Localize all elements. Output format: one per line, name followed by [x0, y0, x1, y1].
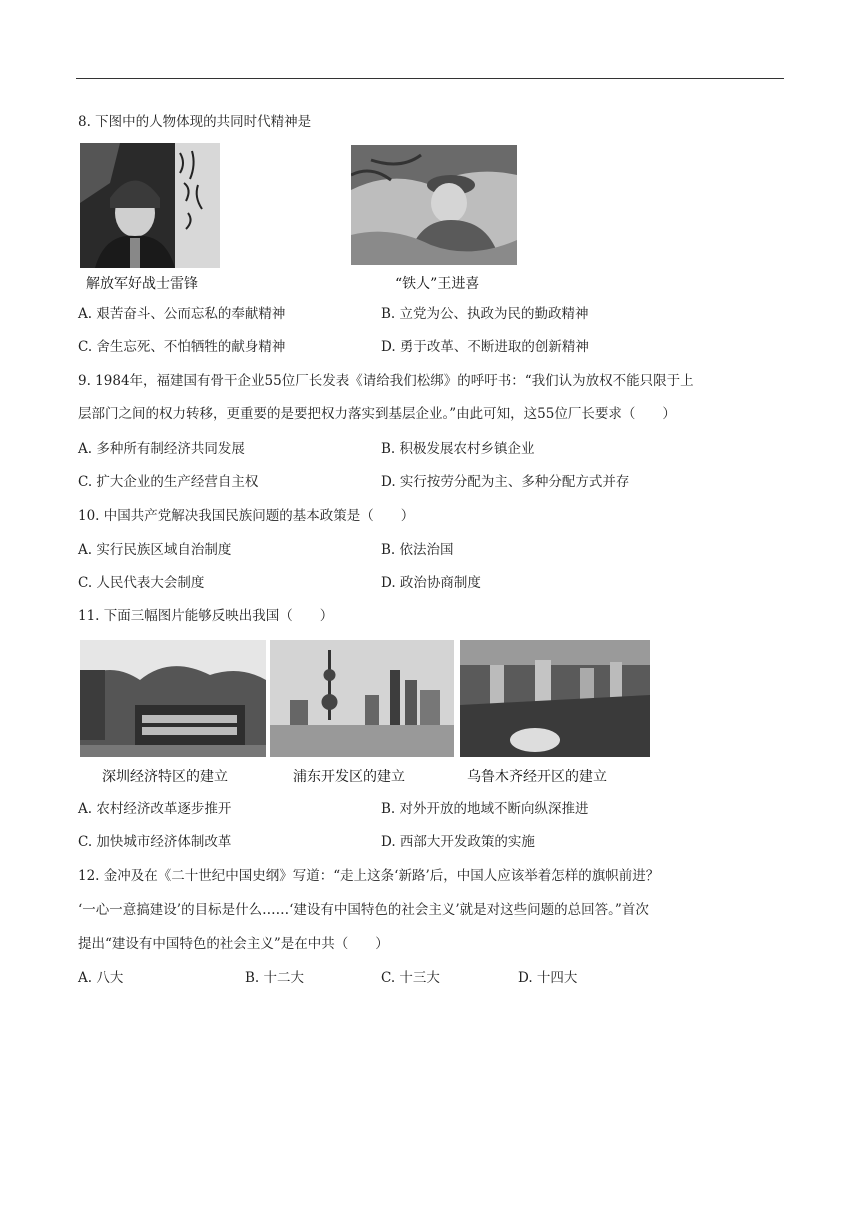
q10-stem: 10. 中国共产党解决我国民族问题的基本政策是（ ）	[78, 508, 415, 524]
q8-option-c[interactable]: C. 舍生忘死、不怕牺牲的献身精神	[78, 339, 286, 355]
q9-stem-line-1: 9. 1984年，福建国有骨干企业55位厂长发表《请给我们松绑》的呼吁书：“我们认为放权不能只限于上	[78, 373, 694, 389]
q12-option-b[interactable]: B. 十二大	[245, 970, 305, 986]
q10-option-d[interactable]: D. 政治协商制度	[381, 575, 481, 591]
q12-option-c[interactable]: C. 十三大	[381, 970, 440, 986]
q11-option-a[interactable]: A. 农村经济改革逐步推开	[78, 801, 232, 817]
q9-option-c[interactable]: C. 扩大企业的生产经营自主权	[78, 474, 259, 490]
shenzhen-photo	[80, 640, 266, 757]
q11-caption-1: 深圳经济特区的建立	[102, 769, 228, 785]
q10-option-b[interactable]: B. 依法治国	[381, 542, 454, 558]
q8-option-b[interactable]: B. 立党为公、执政为民的勤政精神	[381, 306, 589, 322]
q8-stem: 8. 下图中的人物体现的共同时代精神是	[78, 114, 312, 130]
q9-option-a[interactable]: A. 多种所有制经济共同发展	[78, 441, 245, 457]
q11-stem: 11. 下面三幅图片能够反映出我国（ ）	[78, 608, 334, 624]
q8-caption-1: 解放军好战士雷锋	[86, 276, 198, 292]
q11-caption-2: 浦东开发区的建立	[293, 769, 405, 785]
q12-stem-line-2: ‘一心一意搞建设’的目标是什么……‘建设有中国特色的社会主义’就是对这些问题的总回答。”首次	[78, 902, 649, 918]
q10-option-a[interactable]: A. 实行民族区域自治制度	[78, 542, 232, 558]
q8-caption-2: “铁人”王进喜	[395, 276, 480, 292]
q10-option-c[interactable]: C. 人民代表大会制度	[78, 575, 205, 591]
q8-option-a[interactable]: A. 艰苦奋斗、公而忘私的奉献精神	[78, 306, 286, 322]
wang-jinxi-photo	[351, 145, 517, 265]
lei-feng-photo	[80, 143, 220, 268]
q9-option-d[interactable]: D. 实行按劳分配为主、多种分配方式并存	[381, 474, 630, 490]
q11-option-c[interactable]: C. 加快城市经济体制改革	[78, 834, 232, 850]
q12-option-d[interactable]: D. 十四大	[518, 970, 578, 986]
q8-option-d[interactable]: D. 勇于改革、不断进取的创新精神	[381, 339, 589, 355]
q9-option-b[interactable]: B. 积极发展农村乡镇企业	[381, 441, 535, 457]
header-rule	[76, 78, 784, 79]
urumqi-photo	[460, 640, 650, 757]
pudong-photo	[270, 640, 454, 757]
q12-stem-line-3: 提出“建设有中国特色的社会主义”是在中共（ ）	[78, 936, 389, 952]
q11-option-b[interactable]: B. 对外开放的地域不断向纵深推进	[381, 801, 589, 817]
q9-stem-line-2: 层部门之间的权力转移，更重要的是要把权力落实到基层企业。”由此可知，这55位厂长要求（ ）	[78, 406, 676, 422]
q12-option-a[interactable]: A. 八大	[78, 970, 124, 986]
q11-option-d[interactable]: D. 西部大开发政策的实施	[381, 834, 535, 850]
q11-caption-3: 乌鲁木齐经开区的建立	[467, 769, 607, 785]
q12-stem-line-1: 12. 金冲及在《二十世纪中国史纲》写道：“走上这条‘新路’后，中国人应该举着怎样的旗帜前进？	[78, 868, 660, 884]
